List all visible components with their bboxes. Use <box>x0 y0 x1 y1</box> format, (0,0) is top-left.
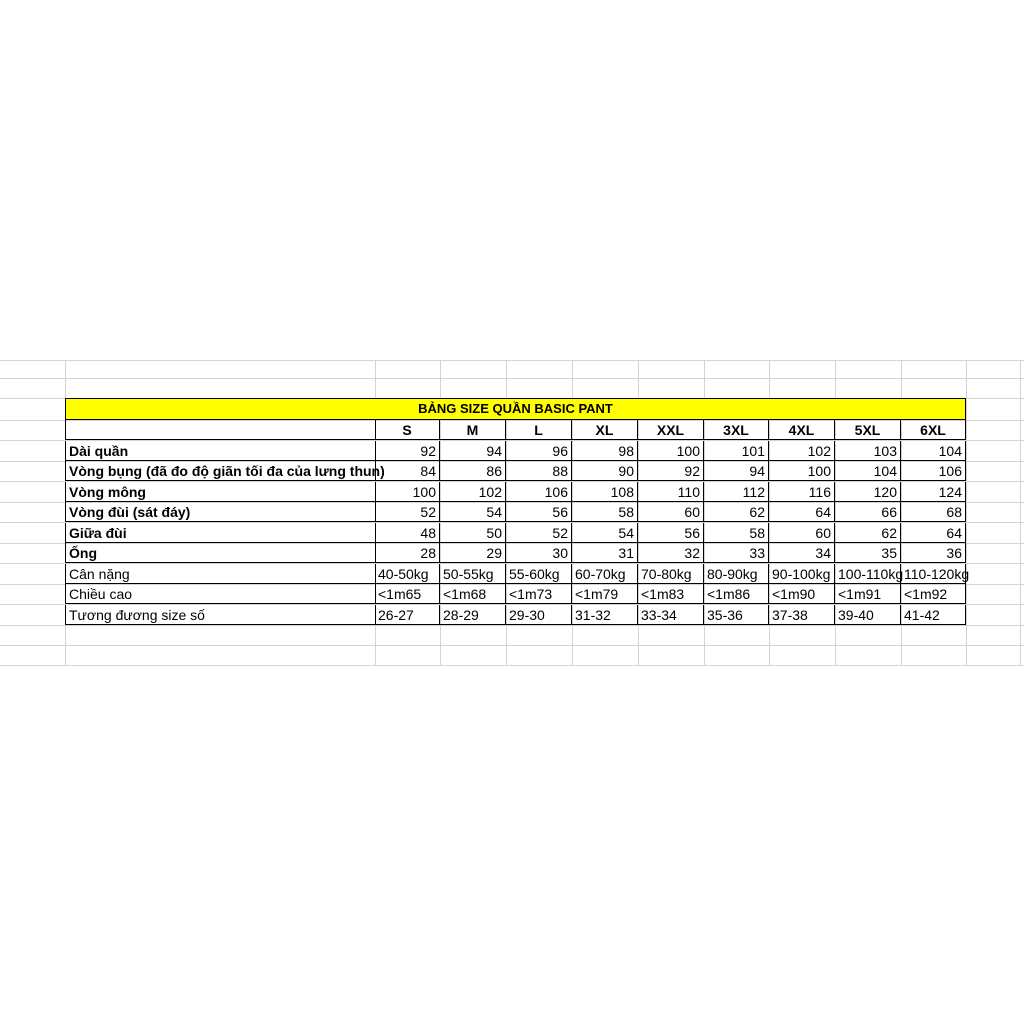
value-cell[interactable]: 110 <box>638 482 704 502</box>
value-cell[interactable]: 102 <box>769 441 835 461</box>
value-cell[interactable]: 110-120kg <box>901 564 966 584</box>
value-cell[interactable]: 96 <box>506 441 572 461</box>
value-cell[interactable]: <1m90 <box>769 584 835 604</box>
table-row <box>65 441 966 461</box>
row-label-cell[interactable]: Chiều cao <box>65 584 376 604</box>
size-header-cell[interactable]: 6XL <box>901 420 966 440</box>
value-cell[interactable]: 98 <box>572 441 638 461</box>
value-cell[interactable]: 35-36 <box>704 605 769 625</box>
value-cell[interactable]: 90-100kg <box>769 564 835 584</box>
table-row <box>65 502 966 522</box>
size-header-cell[interactable]: XXL <box>638 420 704 440</box>
value-cell[interactable]: 31-32 <box>572 605 638 625</box>
value-cell[interactable]: 48 <box>375 523 440 543</box>
value-cell[interactable]: 62 <box>704 502 769 522</box>
value-cell[interactable]: 101 <box>704 441 769 461</box>
value-cell[interactable]: 50 <box>440 523 506 543</box>
value-cell[interactable]: 50-55kg <box>440 564 506 584</box>
value-cell[interactable]: <1m68 <box>440 584 506 604</box>
value-cell[interactable]: 32 <box>638 543 704 563</box>
value-cell[interactable]: 30 <box>506 543 572 563</box>
value-cell[interactable]: 104 <box>835 461 901 481</box>
row-label-cell[interactable]: Vòng mông <box>65 482 376 502</box>
grid-column-line <box>966 360 967 665</box>
value-cell[interactable]: 104 <box>901 441 966 461</box>
value-cell[interactable]: 29-30 <box>506 605 572 625</box>
value-cell[interactable]: 100 <box>375 482 440 502</box>
value-cell[interactable]: <1m86 <box>704 584 769 604</box>
value-cell[interactable]: 60-70kg <box>572 564 638 584</box>
size-header-cell[interactable]: 5XL <box>835 420 901 440</box>
table-row <box>65 461 966 481</box>
value-cell[interactable]: 29 <box>440 543 506 563</box>
value-cell[interactable]: 80-90kg <box>704 564 769 584</box>
value-cell[interactable]: 94 <box>440 441 506 461</box>
value-cell[interactable]: 84 <box>375 461 440 481</box>
value-cell[interactable]: 100 <box>769 461 835 481</box>
value-cell[interactable]: 40-50kg <box>375 564 440 584</box>
row-label-cell[interactable]: Tương đương size số <box>65 605 376 625</box>
value-cell[interactable]: 112 <box>704 482 769 502</box>
row-label-cell[interactable]: Ống <box>65 543 376 563</box>
value-cell[interactable]: 28-29 <box>440 605 506 625</box>
table-row <box>65 605 966 625</box>
value-cell[interactable]: <1m91 <box>835 584 901 604</box>
value-cell[interactable]: 100-110kg <box>835 564 901 584</box>
value-cell[interactable]: 108 <box>572 482 638 502</box>
size-header-cell[interactable]: L <box>506 420 572 440</box>
value-cell[interactable]: 58 <box>572 502 638 522</box>
value-cell[interactable]: 26-27 <box>375 605 440 625</box>
value-cell[interactable]: 52 <box>506 523 572 543</box>
value-cell[interactable]: <1m73 <box>506 584 572 604</box>
grid-row-line <box>0 665 1024 666</box>
value-cell[interactable]: 106 <box>901 461 966 481</box>
value-cell[interactable]: 34 <box>769 543 835 563</box>
value-cell[interactable]: 37-38 <box>769 605 835 625</box>
value-cell[interactable]: 94 <box>704 461 769 481</box>
value-cell[interactable]: 70-80kg <box>638 564 704 584</box>
size-header-row <box>65 420 966 440</box>
table-title[interactable]: BẢNG SIZE QUẦN BASIC PANT <box>65 398 966 420</box>
value-cell[interactable]: 90 <box>572 461 638 481</box>
table-row <box>65 564 970 584</box>
value-cell[interactable]: 60 <box>638 502 704 522</box>
value-cell[interactable]: <1m79 <box>572 584 638 604</box>
size-header-cell[interactable]: M <box>440 420 506 440</box>
value-cell[interactable]: 54 <box>440 502 506 522</box>
value-cell[interactable]: <1m65 <box>375 584 440 604</box>
table-row <box>65 543 966 563</box>
row-label-cell[interactable]: Giữa đùi <box>65 523 376 543</box>
value-cell[interactable]: 60 <box>769 523 835 543</box>
value-cell[interactable]: 102 <box>440 482 506 502</box>
table-row <box>65 584 966 604</box>
value-cell[interactable]: 36 <box>901 543 966 563</box>
value-cell[interactable]: <1m92 <box>901 584 966 604</box>
value-cell[interactable]: 35 <box>835 543 901 563</box>
value-cell[interactable]: 116 <box>769 482 835 502</box>
value-cell[interactable]: 56 <box>638 523 704 543</box>
value-cell[interactable]: 92 <box>375 441 440 461</box>
value-cell[interactable]: 52 <box>375 502 440 522</box>
value-cell[interactable]: 41-42 <box>901 605 966 625</box>
value-cell[interactable]: 64 <box>901 523 966 543</box>
value-cell[interactable]: 55-60kg <box>506 564 572 584</box>
value-cell[interactable]: 64 <box>769 502 835 522</box>
grid-column-line <box>1020 360 1021 665</box>
value-cell[interactable]: 92 <box>638 461 704 481</box>
row-label-cell[interactable]: Vòng bụng (đã đo độ giãn tối đa của lưng thun) <box>65 461 376 481</box>
value-cell[interactable]: 28 <box>375 543 440 563</box>
value-cell[interactable]: 106 <box>506 482 572 502</box>
value-cell[interactable]: 86 <box>440 461 506 481</box>
grid-row-line <box>0 378 1024 379</box>
table-row <box>65 523 966 543</box>
row-label-cell[interactable]: Dài quần <box>65 441 376 461</box>
header-corner-cell[interactable] <box>65 420 376 440</box>
value-cell[interactable]: 124 <box>901 482 966 502</box>
value-cell[interactable]: 39-40 <box>835 605 901 625</box>
value-cell[interactable]: 68 <box>901 502 966 522</box>
value-cell[interactable]: 58 <box>704 523 769 543</box>
value-cell[interactable]: 103 <box>835 441 901 461</box>
value-cell[interactable]: 100 <box>638 441 704 461</box>
value-cell[interactable]: 66 <box>835 502 901 522</box>
table-row <box>65 482 966 502</box>
grid-row-line <box>0 625 1024 626</box>
size-header-cell[interactable]: XL <box>572 420 638 440</box>
grid-row-line <box>0 360 1024 361</box>
value-cell[interactable]: 33-34 <box>638 605 704 625</box>
value-cell[interactable]: 31 <box>572 543 638 563</box>
grid-row-line <box>0 645 1024 646</box>
value-cell[interactable]: <1m83 <box>638 584 704 604</box>
row-label-cell[interactable]: Cân nặng <box>65 564 376 584</box>
size-header-cell[interactable]: S <box>375 420 440 440</box>
size-header-cell[interactable]: 4XL <box>769 420 835 440</box>
value-cell[interactable]: 56 <box>506 502 572 522</box>
size-header-cell[interactable]: 3XL <box>704 420 769 440</box>
value-cell[interactable]: 120 <box>835 482 901 502</box>
value-cell[interactable]: 33 <box>704 543 769 563</box>
value-cell[interactable]: 54 <box>572 523 638 543</box>
row-label-cell[interactable]: Vòng đùi (sát đáy) <box>65 502 376 522</box>
value-cell[interactable]: 62 <box>835 523 901 543</box>
value-cell[interactable]: 88 <box>506 461 572 481</box>
